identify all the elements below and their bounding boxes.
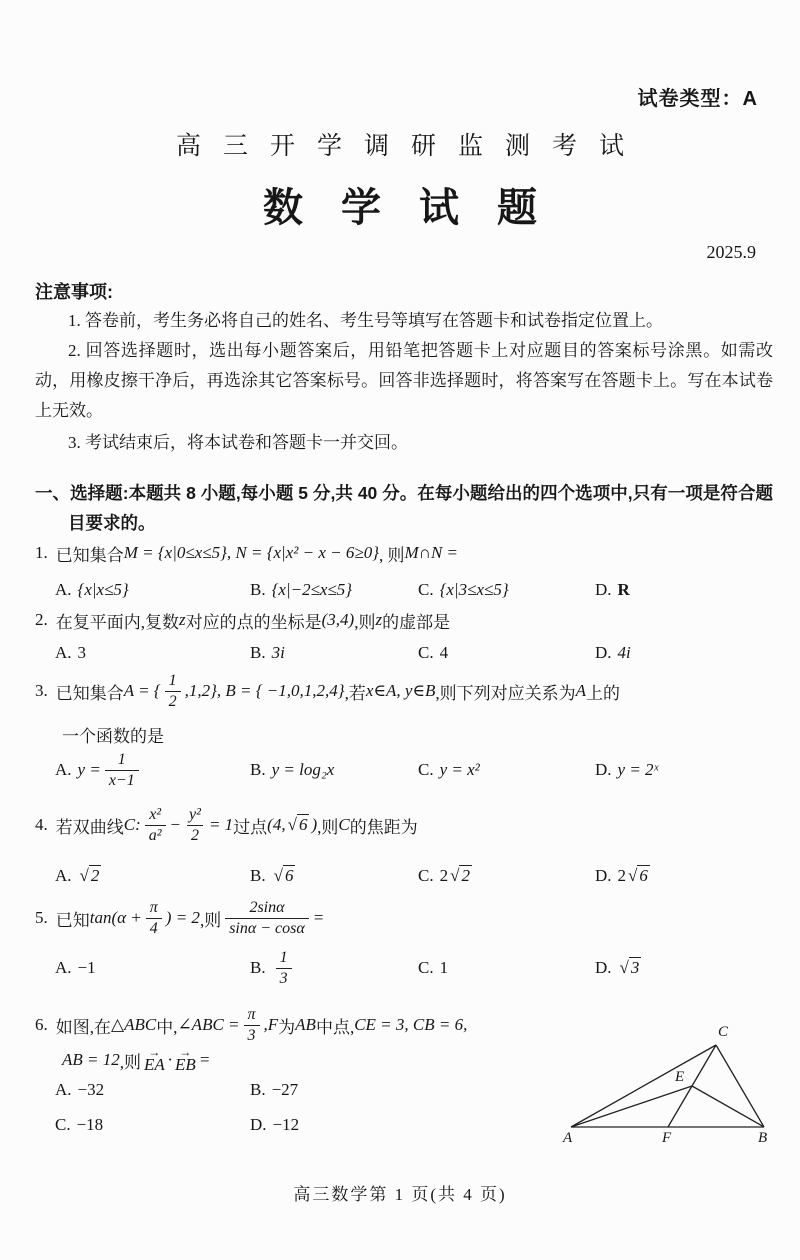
option-d [595,578,630,602]
option-b [250,863,297,889]
option-value: y = [77,760,101,779]
vertex-label-b: B [758,1130,768,1144]
question-text: ,则 [354,612,376,632]
square-root [274,866,296,886]
option-value: y = 2ˣ [617,760,659,779]
math-expression: M∩N = [404,543,458,562]
option-label: C. [418,580,434,599]
math-expression: z [179,610,186,629]
triangle-diagram-svg [556,1020,778,1144]
question-text: ,则 [199,910,222,930]
math-expression: ) [311,815,318,834]
exam-date: 2025.9 [706,242,756,262]
option-label: A. [55,958,72,977]
question-text: 在复平面内,复数 [55,612,179,632]
vector [175,1044,196,1074]
dot-operator: · [167,1050,173,1069]
question-text: 的焦距为 [349,817,418,837]
fraction-numerator: 1 [117,750,126,768]
vertex-label-e: E [675,1069,685,1085]
option-value: {x|x≤5} [77,580,129,599]
question-4-options [0,863,800,889]
math-expression: x∈A, y∈B [365,681,436,700]
math-expression: ) = 2 [165,908,200,927]
option-label: A. [55,643,72,662]
question-number: 1. [35,543,48,562]
option-d [595,944,643,992]
question-text: 上的 [586,683,621,703]
vector-arrow-icon: → [179,1044,192,1059]
fraction-denominator: sinα − cosα [225,918,309,938]
question-2 [35,608,450,632]
square-root [628,866,650,886]
option-value: y = log₂x [271,760,335,779]
math-expression: ,1,2}, B = { −1,0,1,2,4} [184,681,345,700]
notice-heading: 注意事项: [35,282,113,302]
vector-body: EB [175,1054,196,1074]
math-expression: (3,4) [321,610,355,629]
question-text: 中, [156,1017,178,1037]
option-label: A. [55,760,72,779]
option-value: 3 [77,643,87,662]
option-label: A. [55,580,72,599]
option-a [55,944,96,992]
option-value: −12 [272,1115,300,1134]
question-text: 已知 [55,910,90,930]
math-expression: △ABC [111,1015,157,1034]
fraction [185,806,205,844]
question-text: 对应的点的坐标是 [185,612,322,632]
notice-item-3: 3. 考试结束后，将本试卷和答题卡一并交回。 [68,433,408,452]
fraction-numerator: x² [149,805,162,823]
math-expression: C [338,815,350,834]
option-value: {x|−2≤x≤5} [271,580,353,599]
square-root [80,866,102,886]
radicand: 6 [284,866,294,885]
option-value: y = x² [439,760,480,779]
option-b [250,1078,298,1102]
math-expression: (4, [267,815,286,834]
option-label: D. [595,760,612,779]
fraction-numerator: 1 [168,671,177,689]
question-number: 5. [35,908,48,927]
math-expression: A = { [123,681,161,700]
option-a [55,863,103,889]
question-text: 一个函数的是 [62,726,164,746]
option-value: R [617,580,630,599]
math-expression: tan(α + [89,908,142,927]
vector [144,1044,165,1074]
fraction [146,899,162,937]
fraction-denominator: 2 [187,825,203,845]
question-2-options [0,641,800,665]
math-expression: A [575,681,587,700]
question-text: 如图,在 [55,1017,111,1037]
math-expression: C: [123,815,141,834]
option-label: B. [250,760,266,779]
option-label: B. [250,866,266,885]
fraction-denominator: 4 [146,918,162,938]
question-number: 4. [35,815,48,834]
radical-sign: √ [628,866,638,885]
math-expression: ∠ABC = [177,1015,240,1034]
option-value: 1 [439,958,449,977]
option-label: A. [55,866,72,885]
option-c [418,641,448,665]
fraction [145,806,166,844]
math-expression: = 1 [208,815,234,834]
option-b [250,944,296,992]
question-text: 过点 [233,817,268,837]
square-root [450,866,472,886]
math-expression: − [169,815,182,834]
math-expression: CE = 3, CB = 6, [354,1015,468,1034]
option-label: B. [250,1080,266,1099]
radicand: 6 [639,866,648,885]
option-label: D. [250,1115,267,1134]
option-b [250,746,334,794]
notice-item-2: 2. 回答选择题时，选出每小题答案后，用铅笔把答题卡上对应题目的答案标号涂黑。如需改动，用橡皮擦干净后，再选涂其它答案标号。回答非选择题时，将答案写在答题卡上。写在本试卷上无效。 [35,341,773,420]
fraction-numerator: π [149,898,158,916]
math-expression: = [198,1050,211,1069]
radicand: 3 [630,958,640,977]
option-c [418,578,509,602]
fraction-denominator: 2 [165,691,181,711]
fraction [276,949,292,987]
question-text: ,则下列对应关系为 [435,683,576,703]
question-3-continued [62,722,164,746]
option-label: C. [418,760,434,779]
question-text: 中点, [315,1017,355,1037]
math-expression: ,F [263,1015,279,1034]
radical-sign: √ [619,958,629,977]
question-5-options [0,944,800,992]
fraction-denominator: 3 [244,1025,260,1045]
option-a [55,746,143,794]
option-c [418,944,448,992]
square-root [620,958,642,978]
option-a [55,578,129,602]
fraction-denominator: a² [145,825,166,845]
option-value: −1 [77,958,96,977]
option-label: A. [55,1080,72,1099]
option-value: 3i [271,643,285,662]
math-expression: z [375,610,383,629]
question-text: 若双曲线 [55,817,124,837]
option-label: C. [418,866,434,885]
fraction [225,899,309,937]
vector-arrow-icon: → [148,1044,161,1059]
fraction-numerator: y² [189,805,201,823]
question-6-continued [62,1046,210,1074]
fraction-numerator: 1 [279,948,288,966]
option-label: C. [55,1115,71,1134]
math-expression: AB = 12 [62,1050,120,1069]
option-value: −18 [76,1115,104,1134]
question-5 [35,890,324,946]
square-root [288,815,310,835]
fraction-denominator: 3 [276,968,292,988]
option-label: D. [595,580,612,599]
math-expression: M = {x|0≤x≤5}, N = {x|x² − x − 6≥0} [123,543,379,562]
option-d [595,863,652,889]
coefficient: 2 [439,866,449,885]
option-d [595,641,631,665]
option-label: C. [418,643,434,662]
question-text: 的虚部是 [382,612,451,632]
question-number: 6. [35,1015,48,1034]
option-label: D. [595,643,612,662]
vertex-label-a: A [563,1130,573,1144]
question-1 [35,541,458,565]
radicand: 2 [461,866,470,885]
vector-body: EA [144,1054,165,1074]
option-a [55,641,86,665]
fraction [105,751,139,789]
radical-sign: √ [273,866,283,885]
triangle-diagram [556,1020,778,1144]
fraction [165,672,181,710]
fraction-numerator: π [247,1005,256,1023]
question-4 [35,800,418,850]
option-b [250,578,352,602]
question-3-options [0,746,800,794]
option-c [418,863,474,889]
question-number: 3. [35,681,48,700]
question-3 [35,668,620,714]
page-title: 数学试题 [263,186,575,230]
fraction-numerator: 2sinα [249,898,285,916]
radicand: 2 [90,866,100,885]
question-number: 2. [35,610,48,629]
option-value: {x|3≤x≤5} [439,580,509,599]
page-footer: 高三数学第 1 页(共 4 页) [293,1185,507,1204]
option-b [250,641,285,665]
question-text: ,若 [344,683,366,703]
question-6 [35,1003,467,1047]
option-label: B. [250,643,266,662]
question-text: 为 [278,1017,296,1037]
option-label: B. [250,580,266,599]
question-text: ,则 [119,1052,141,1072]
option-label: B. [250,958,266,977]
radical-sign: √ [287,815,297,834]
math-expression: AB [295,1015,316,1034]
option-value: −32 [77,1080,105,1099]
vertex-label-f: F [662,1130,672,1144]
option-a [55,1078,104,1102]
option-label: D. [595,958,612,977]
question-text: 已知集合 [55,683,124,703]
option-c [418,746,480,794]
question-text: , 则 [379,545,405,565]
option-d [595,746,658,794]
radical-sign: √ [79,866,89,885]
option-value: −27 [271,1080,299,1099]
option-value: 4 [439,643,449,662]
option-c [55,1113,103,1137]
option-value: 4i [617,643,631,662]
math-expression: = [312,908,325,927]
option-label: C. [418,958,434,977]
question-text: 已知集合 [55,545,124,565]
fraction [244,1006,260,1044]
section-heading: 一、选择题:本题共 8 小题,每小题 5 分,共 40 分。在每小题给出的四个选项中,只有一项是符合题目要求的。 [35,483,773,533]
question-text: ,则 [317,817,339,837]
coefficient: 2 [617,866,627,885]
question-1-options [0,578,800,602]
radical-sign: √ [450,866,460,885]
option-label: D. [595,866,612,885]
exam-title: 高三开学调研监测考试 [175,133,646,160]
radicand: 6 [298,815,308,834]
option-d [250,1113,299,1137]
vertex-label-c: C [718,1024,729,1040]
paper-type-label: 试卷类型：A [637,88,758,110]
notice-item-1: 1. 答卷前，考生务必将自己的姓名、考生号等填写在答题卡和试卷指定位置上。 [68,311,663,330]
fraction-denominator: x−1 [105,770,139,790]
